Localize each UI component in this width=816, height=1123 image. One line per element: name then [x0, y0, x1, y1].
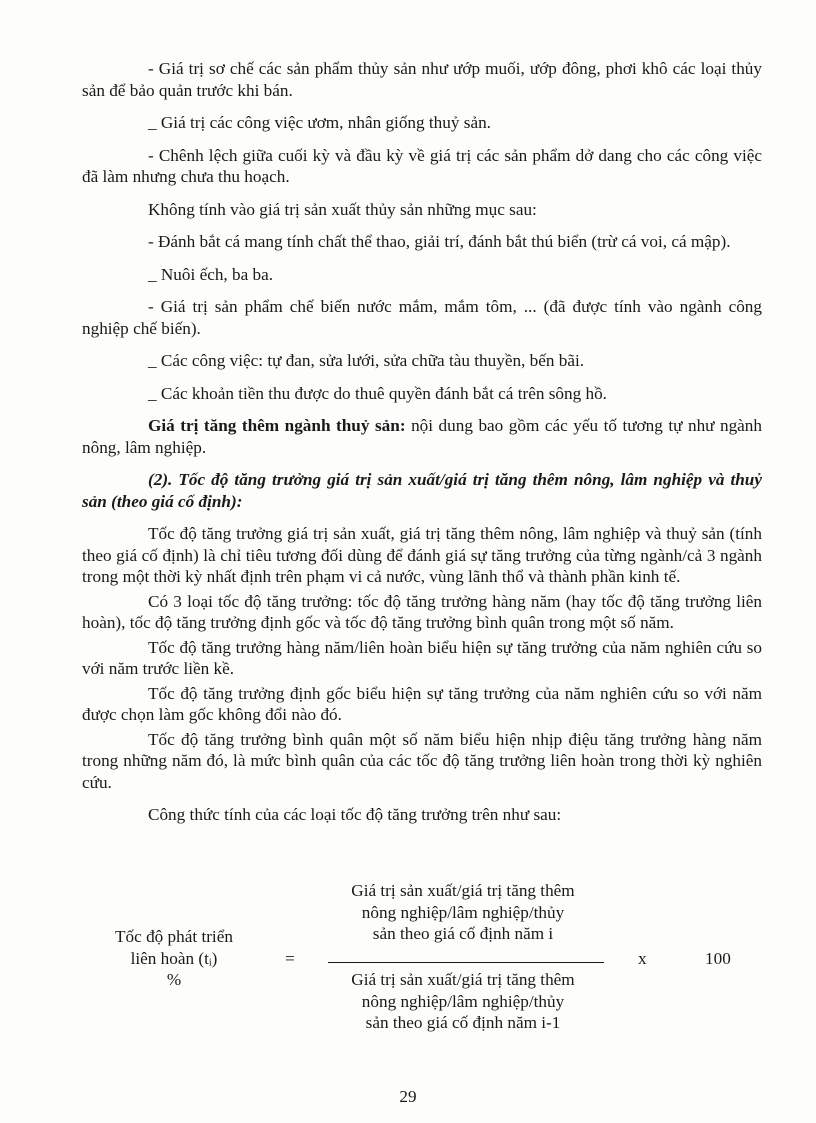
- denominator-line: sản theo giá cố định năm i-1: [365, 1013, 561, 1032]
- paragraph: _ Nuôi ếch, ba ba.: [148, 264, 274, 284]
- formula-intro: Công thức tính của các loại tốc độ tăng trưởng trên như sau:: [148, 805, 562, 824]
- denominator-line: Giá trị sản xuất/giá trị tăng thêm: [351, 970, 575, 989]
- formula-lhs: [84, 926, 264, 991]
- paragraph: _ Các khoản tiền thu được do thuê quyền đánh bắt cá trên sông hồ.: [148, 383, 607, 403]
- formula-denominator: [308, 969, 618, 1034]
- paragraph: - Đánh bắt cá mang tính chất thể thao, giải trí, đánh bắt thú biển (trừ cá voi, cá mập).: [148, 232, 731, 251]
- page-number: 29: [399, 1087, 417, 1106]
- paragraph: Không tính vào giá trị sản xuất thủy sản những mục sau:: [148, 199, 537, 219]
- paragraph: Tốc độ tăng trưởng định gốc biểu hiện sự tăng trưởng của năm nghiên cứu so với năm được chọn làm gốc không đổi nào đó.: [82, 683, 762, 724]
- formula-lhs-line: %: [166, 970, 182, 989]
- multiply-sign: x: [638, 949, 647, 968]
- multiplier: 100: [705, 949, 731, 968]
- denominator-line: nông nghiệp/lâm nghiệp/thủy: [361, 991, 565, 1011]
- paragraph: Tốc độ tăng trưởng bình quân một số năm biểu hiện nhịp điệu tăng trưởng hàng năm trong những năm đó, là mức bình quân của các tốc độ tăng trưởng liên hoàn trong thời kỳ nghiên cứu.: [82, 729, 762, 792]
- value-added-term: Giá trị tăng thêm ngành thuỷ sản:: [148, 416, 406, 435]
- formula-numerator: [308, 880, 618, 945]
- paragraph: - Giá trị sơ chế các sản phẩm thủy sản như ướp muối, ướp đông, phơi khô các loại thủy sản để bảo quản trước khi bán.: [82, 59, 762, 100]
- formula-lhs-line: liên hoàn (tᵢ): [130, 948, 218, 968]
- section-heading: (2). Tốc độ tăng trưởng giá trị sản xuất/giá trị tăng thêm nông, lâm nghiệp và thuỷ sản (theo giá cố định):: [82, 470, 762, 511]
- fraction-bar: [328, 962, 604, 963]
- page-body: [82, 58, 762, 826]
- numerator-line: Giá trị sản xuất/giá trị tăng thêm: [351, 881, 575, 900]
- value-added-paragraph: [82, 415, 762, 458]
- value-added-text: nội dung bao gồm các yếu tố tương tự như ngành nông, lâm nghiệp.: [82, 416, 762, 457]
- paragraph: Tốc độ tăng trưởng hàng năm/liên hoàn biểu hiện sự tăng trưởng của năm nghiên cứu so với năm trước liền kề.: [82, 637, 762, 678]
- paragraph: Tốc độ tăng trưởng giá trị sản xuất, giá trị tăng thêm nông, lâm nghiệp và thuỷ sản (tính theo giá cố định) là chỉ tiêu tương đối dùng để đánh giá sự tăng trưởng của từng ngành/cả 3 ngành trong một thời kỳ nhất định trên phạm vi cả nước, vùng lãnh thổ và thành phần kinh tế.: [82, 524, 762, 586]
- numerator-line: nông nghiệp/lâm nghiệp/thủy: [361, 902, 565, 922]
- paragraph: - Chênh lệch giữa cuối kỳ và đầu kỳ về giá trị các sản phẩm dở dang cho các công việc đã làm nhưng chưa thu hoạch.: [82, 145, 762, 186]
- numerator-line: sản theo giá cố định năm i: [372, 924, 554, 943]
- paragraph: _ Các công việc: tự đan, sửa lưới, sửa chữa tàu thuyền, bến bãi.: [148, 351, 585, 370]
- paragraph: Có 3 loại tốc độ tăng trưởng: tốc độ tăng trưởng hàng năm (hay tốc độ tăng trưởng liên hoàn), tốc độ tăng trưởng định gốc và tốc độ tăng trưởng bình quân trong một số năm.: [82, 591, 762, 632]
- equals-sign: =: [285, 949, 295, 968]
- growth-formula: [82, 880, 762, 1040]
- paragraph: _ Giá trị các công việc ươm, nhân giống thuỷ sản.: [148, 113, 491, 132]
- paragraph: - Giá trị sản phẩm chế biến nước mắm, mắm tôm, ... (đã được tính vào ngành công nghiệp chế biến).: [82, 297, 762, 338]
- formula-lhs-line: Tốc độ phát triển: [115, 927, 233, 946]
